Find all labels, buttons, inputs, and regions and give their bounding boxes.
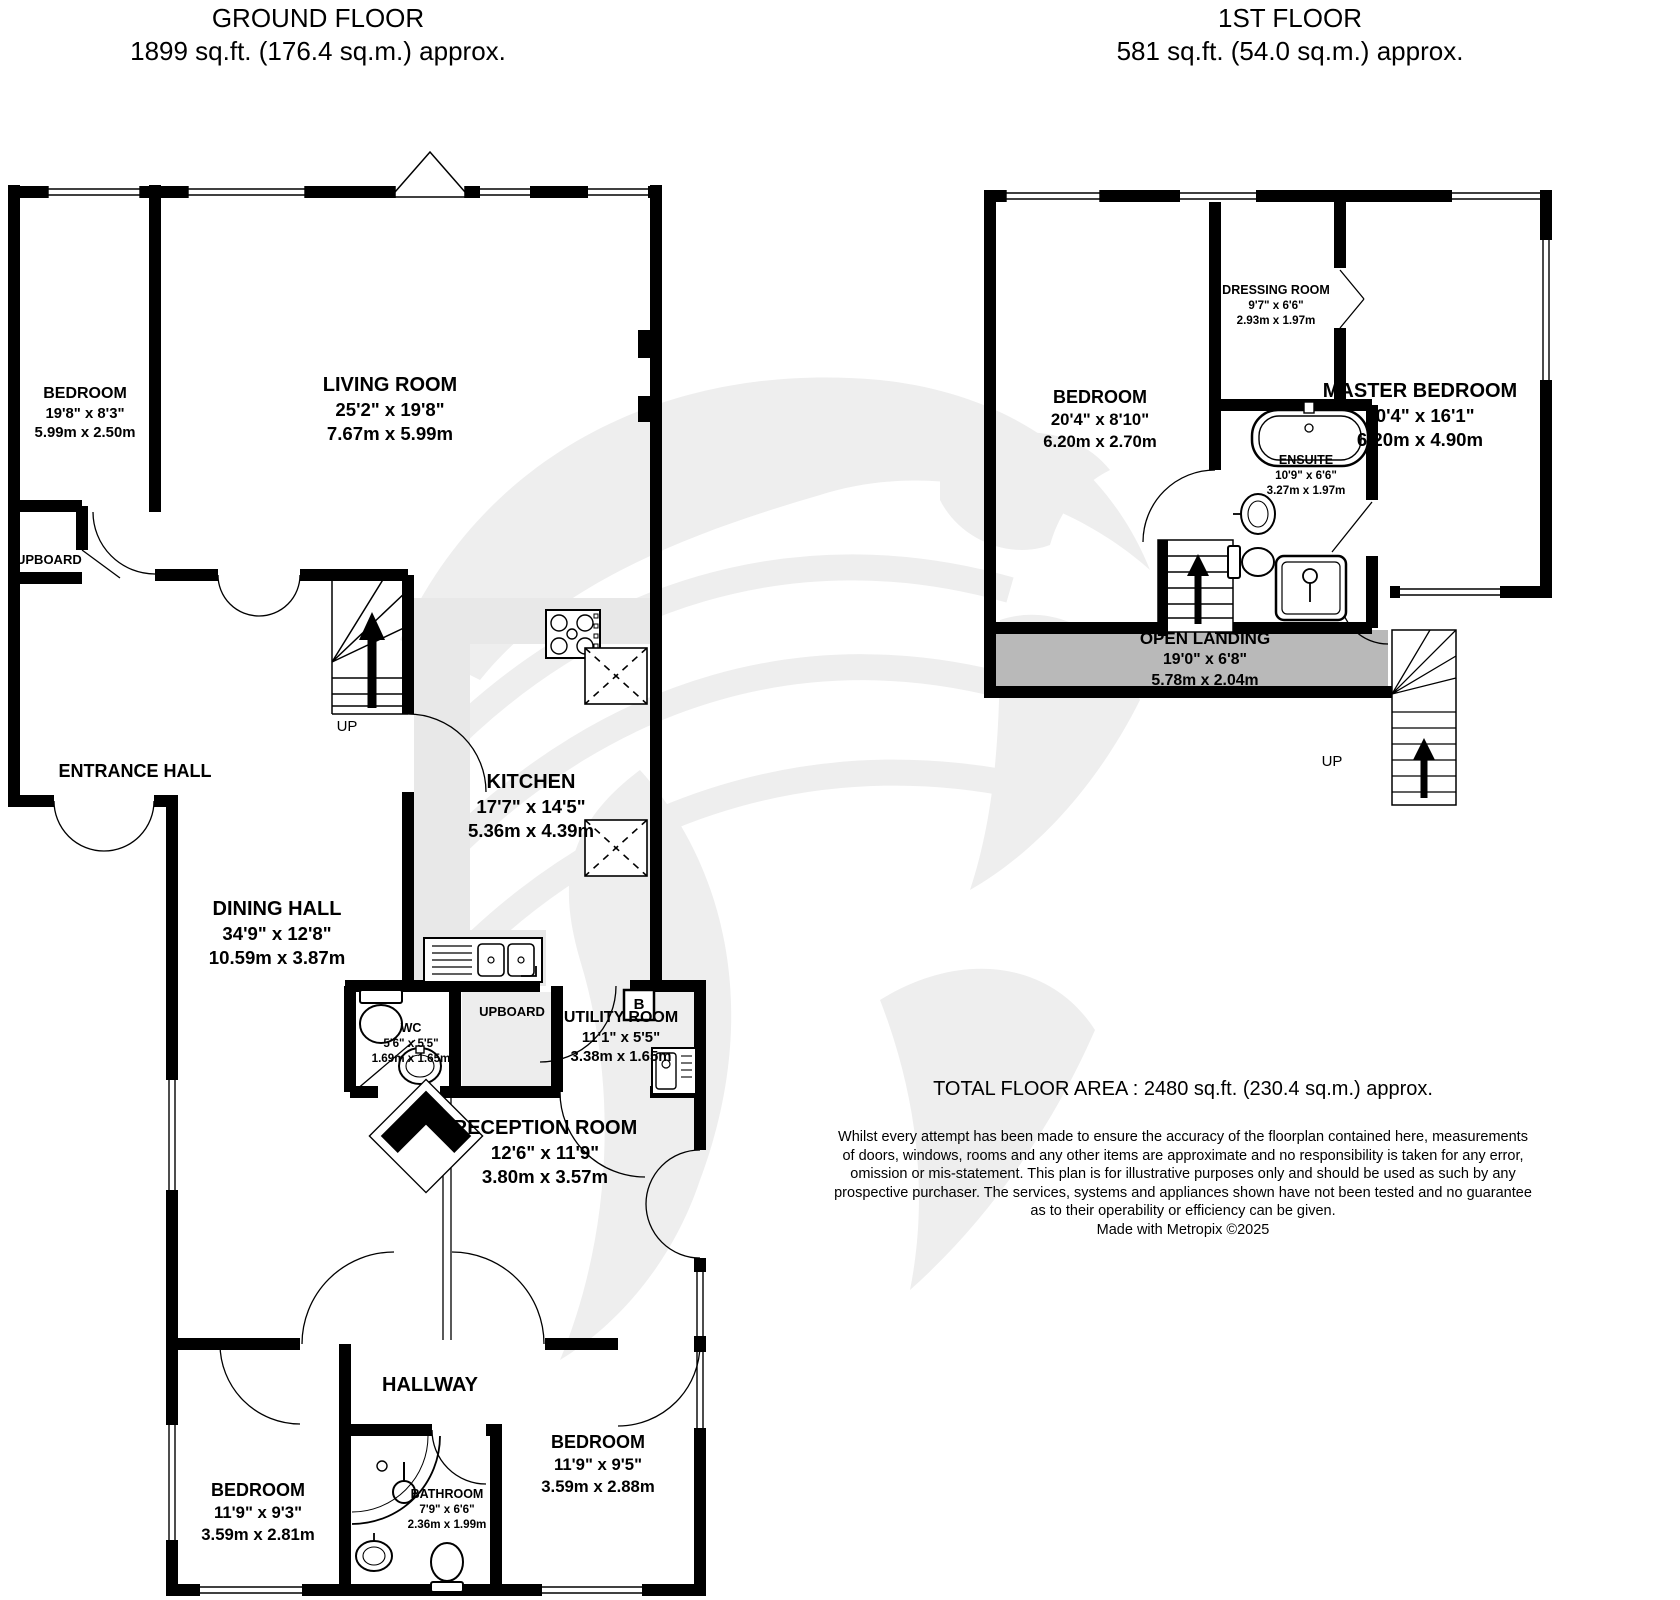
ensuite-shower-icon xyxy=(1276,556,1346,620)
room-dim-metric: 6.20m x 2.70m xyxy=(1043,432,1157,452)
french-doors-icon xyxy=(395,152,465,198)
room-dim-imperial: 34'9" x 12'8" xyxy=(222,923,332,944)
ensuite-basin-icon xyxy=(1233,494,1275,534)
room-label-kitchen xyxy=(468,769,594,843)
skylight-icon xyxy=(585,648,647,876)
room-dim-imperial: 11'9" x 9'3" xyxy=(213,1503,303,1523)
room-name: BEDROOM xyxy=(210,1480,305,1500)
room-dim-imperial: 11'1" x 5'5" xyxy=(581,1029,661,1046)
room-dim-imperial: 9'7" x 6'6" xyxy=(1248,299,1304,313)
first-staircase-top xyxy=(1158,540,1233,636)
room-name: BATHROOM xyxy=(410,1487,484,1501)
room-name: OPEN LANDING xyxy=(1139,629,1271,648)
room-name: DINING HALL xyxy=(212,898,342,920)
room-name: UTILITY ROOM xyxy=(563,1009,679,1026)
room-dim-imperial: 25'2" x 19'8" xyxy=(335,399,445,420)
room-name: ENTRANCE HALL xyxy=(58,761,212,781)
stairs-up-label: UP xyxy=(336,718,358,735)
room-dim-imperial: 11'9" x 9'5" xyxy=(553,1455,643,1475)
disclaimer-line: as to their operability or efficiency can be given. xyxy=(1030,1203,1336,1219)
room-label-first-bedroom xyxy=(1043,386,1157,453)
first-floor-area: 581 sq.ft. (54.0 sq.m.) approx. xyxy=(1116,35,1464,66)
room-label-ensuite xyxy=(1267,452,1346,498)
room-dim-imperial: 7'9" x 6'6" xyxy=(419,1503,475,1517)
ensuite-toilet-icon xyxy=(1228,546,1274,578)
room-dim-imperial: 17'7" x 14'5" xyxy=(476,796,586,817)
room-dim-metric: 3.27m x 1.97m xyxy=(1266,484,1346,498)
room-dim-metric: 3.38m x 1.65m xyxy=(570,1049,672,1066)
disclaimer-line: Made with Metropix ©2025 xyxy=(1096,1221,1270,1238)
room-dim-metric: 2.36m x 1.99m xyxy=(407,1518,487,1532)
room-name: HALLWAY xyxy=(382,1374,478,1396)
ground-staircase xyxy=(332,578,408,714)
room-dim-imperial: 10'9" x 6'6" xyxy=(1275,469,1337,483)
room-dim-metric: 1.69m x 1.65m xyxy=(371,1052,451,1066)
room-dim-metric: 10.59m x 3.87m xyxy=(208,947,346,969)
disclaimer-line: of doors, windows, rooms and any other items are approximate and no responsibility is taken for any error, xyxy=(842,1147,1524,1164)
room-label-hallway xyxy=(382,1372,478,1398)
room-dim-imperial: 19'8" x 8'3" xyxy=(45,405,125,422)
room-name: ENSUITE xyxy=(1278,453,1334,467)
bathroom-basin-icon xyxy=(356,1533,392,1571)
room-label-bathroom xyxy=(408,1486,487,1532)
room-label-bedroom-left xyxy=(201,1479,315,1546)
room-dim-metric: 7.67m x 5.99m xyxy=(326,423,454,445)
ground-floor-area: 1899 sq.ft. (176.4 sq.m.) approx. xyxy=(130,35,506,66)
bathroom-toilet-icon xyxy=(431,1543,463,1592)
room-label-bedroom-right xyxy=(541,1431,655,1498)
room-name: UPBOARD xyxy=(16,552,82,567)
disclaimer-line: omission or mis-statement. This plan is for illustrative purposes only and should be used as such by any xyxy=(850,1166,1516,1182)
room-label-master-bedroom xyxy=(1323,378,1517,452)
room-dim-metric: 3.59m x 2.88m xyxy=(541,1477,655,1497)
room-label-cupboard-1 xyxy=(16,552,82,569)
room-label-dressing-room xyxy=(1222,282,1330,328)
room-dim-metric: 5.36m x 4.39m xyxy=(467,820,595,842)
room-label-entrance-hall xyxy=(59,760,212,783)
room-dim-imperial: 20'4" x 16'1" xyxy=(1365,405,1475,426)
room-label-dining-hall xyxy=(209,896,345,970)
room-dim-metric: 5.99m x 2.50m xyxy=(34,425,136,442)
room-label-bedroom-top xyxy=(35,384,136,443)
room-name: BEDROOM xyxy=(43,385,127,402)
room-label-reception-room xyxy=(453,1115,637,1189)
room-name: BEDROOM xyxy=(1052,387,1147,407)
room-label-open-landing xyxy=(1140,628,1270,691)
room-name: DRESSING ROOM xyxy=(1222,283,1330,297)
room-dim-metric: 3.59m x 2.81m xyxy=(201,1525,315,1545)
disclaimer-line: Whilst every attempt has been made to ensure the accuracy of the floorplan contained here, measurements xyxy=(838,1129,1528,1145)
room-dim-imperial: 5'6" x 5'5" xyxy=(383,1037,439,1051)
kitchen-sink-icon xyxy=(424,938,542,982)
room-dim-imperial: 20'4" x 8'10" xyxy=(1050,410,1150,430)
room-name: BEDROOM xyxy=(550,1432,645,1452)
ground-floor-title: GROUND FLOOR xyxy=(211,3,425,33)
boiler-label: B xyxy=(633,996,645,1013)
room-dim-imperial: 19'0" x 6'8" xyxy=(1163,651,1247,669)
room-dim-metric: 6.20m x 4.90m xyxy=(1356,429,1484,451)
ground-floor-header xyxy=(130,2,506,67)
room-name: UPBOARD xyxy=(479,1004,545,1019)
stairs-up-label: UP xyxy=(1321,753,1343,770)
first-staircase-winder xyxy=(1392,630,1456,805)
room-dim-metric: 2.93m x 1.97m xyxy=(1236,314,1316,328)
first-floor-header xyxy=(1117,2,1464,67)
room-name: RECEPTION ROOM xyxy=(452,1117,638,1139)
room-label-utility-room xyxy=(564,1008,678,1067)
room-label-living-room xyxy=(323,372,457,446)
room-label-cupboard-2 xyxy=(479,1004,545,1021)
first-floor-title: 1ST FLOOR xyxy=(1217,3,1362,33)
room-dim-metric: 3.80m x 3.57m xyxy=(481,1166,609,1188)
room-label-wc xyxy=(372,1020,451,1066)
ground-floor-plan xyxy=(8,152,706,1596)
total-floor-area: TOTAL FLOOR AREA : 2480 sq.ft. (230.4 sq.m.) approx. xyxy=(933,1078,1433,1100)
room-dim-imperial: 12'6" x 11'9" xyxy=(490,1142,600,1163)
room-name: LIVING ROOM xyxy=(322,374,458,396)
disclaimer-line: prospective purchaser. The services, systems and appliances shown have not been tested and no guarantee xyxy=(834,1184,1532,1201)
disclaimer xyxy=(834,1128,1532,1239)
room-dim-metric: 5.78m x 2.04m xyxy=(1151,671,1259,689)
room-name: KITCHEN xyxy=(486,771,576,793)
room-name: MASTER BEDROOM xyxy=(1322,380,1518,402)
room-name: WC xyxy=(400,1021,422,1035)
